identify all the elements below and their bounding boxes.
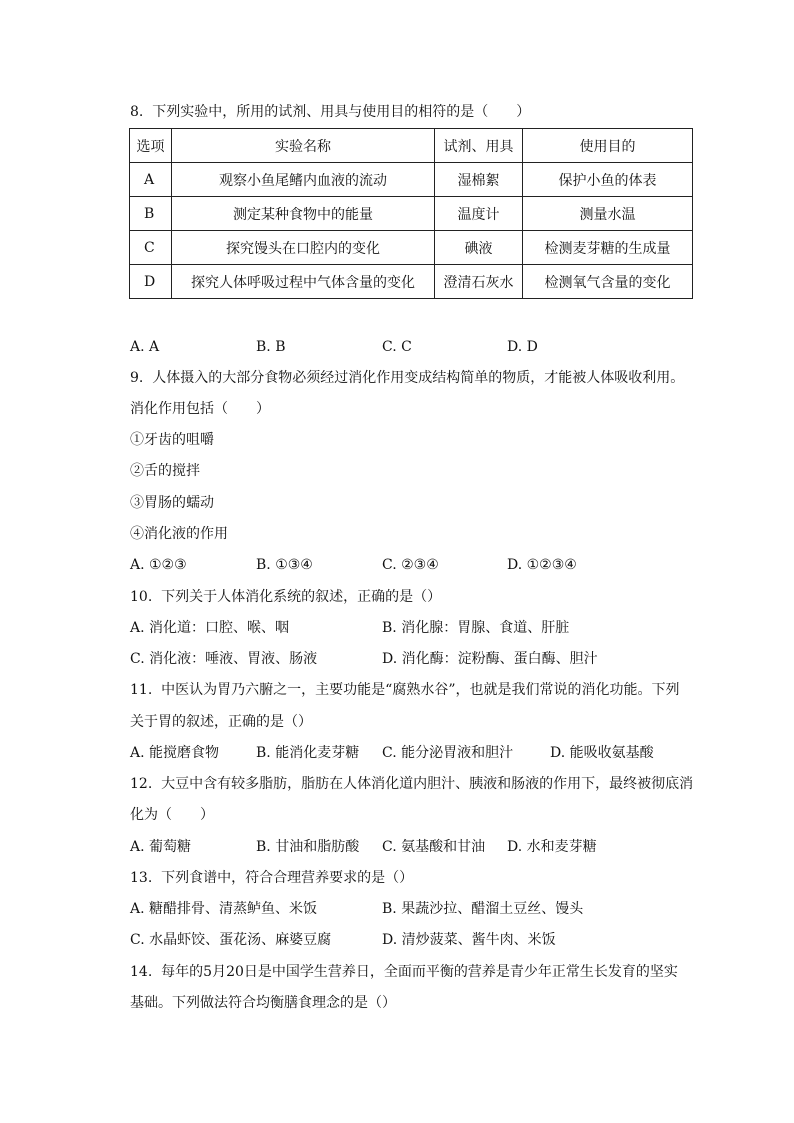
table-cell: 温度计 xyxy=(435,197,523,231)
table-cell: D xyxy=(130,265,172,299)
q13-options-row1 xyxy=(130,899,690,919)
option-a[interactable]: A. 糖醋排骨、清蒸鲈鱼、米饭 xyxy=(130,901,318,917)
q14-stem-line1: 14. 每年的5月20日是中国学生营养日，全面而平衡的营养是青少年正常生长发育的坚实 xyxy=(130,964,678,980)
q14-stem-line2: 基础。下列做法符合均衡膳食理念的是（） xyxy=(130,995,396,1011)
option-a[interactable]: A. 葡萄糖 xyxy=(130,839,192,855)
option-a[interactable]: A. 消化道：口腔、喉、咽 xyxy=(130,620,290,636)
option-d[interactable]: D. ①②③④ xyxy=(507,557,577,573)
q9-options xyxy=(130,555,690,575)
option-d[interactable]: D. 清炒菠菜、酱牛肉、米饭 xyxy=(382,932,556,948)
option-b[interactable]: B. 甘油和脂肪酸 xyxy=(256,839,360,855)
table-cell: 观察小鱼尾鳍内血液的流动 xyxy=(172,163,435,197)
table-header-cell: 使用目的 xyxy=(523,129,693,163)
q10-options-row2 xyxy=(130,649,690,669)
q8-stem: 8. 下列实验中，所用的试剂、用具与使用目的相符的是（ ） xyxy=(130,104,531,120)
option-d[interactable]: D. 能吸收氨基酸 xyxy=(550,745,654,761)
q11-stem-line2: 关于胃的叙述，正确的是（） xyxy=(130,714,312,730)
option-b[interactable]: B. 消化腺：胃腺、食道、肝脏 xyxy=(382,620,570,636)
option-b[interactable]: B. 能消化麦芽糖 xyxy=(256,745,360,761)
option-a[interactable]: A. 能搅磨食物 xyxy=(130,745,220,761)
option-c[interactable]: C. C xyxy=(382,339,412,355)
table-header-cell: 选项 xyxy=(130,129,172,163)
table-header-cell: 试剂、用具 xyxy=(435,129,523,163)
q10-stem: 10. 下列关于人体消化系统的叙述，正确的是（） xyxy=(130,589,442,605)
table-row xyxy=(130,197,693,231)
q12-options xyxy=(130,837,690,857)
option-d[interactable]: D. 水和麦芽糖 xyxy=(507,839,597,855)
table-cell: 探究馒头在口腔内的变化 xyxy=(172,231,435,265)
table-cell: B xyxy=(130,197,172,231)
table-cell: 检测麦芽糖的生成量 xyxy=(523,231,693,265)
option-c[interactable]: C. 消化液：唾液、胃液、肠液 xyxy=(130,651,318,667)
table-cell: 碘液 xyxy=(435,231,523,265)
option-c[interactable]: C. ②③④ xyxy=(382,557,439,573)
table-cell: C xyxy=(130,231,172,265)
q10-options-row1 xyxy=(130,618,690,638)
table-header-cell: 实验名称 xyxy=(172,129,435,163)
option-a[interactable]: A. ①②③ xyxy=(130,557,187,573)
table-cell: 检测氧气含量的变化 xyxy=(523,265,693,299)
q9-stem-line1: 9. 人体摄入的大部分食物必须经过消化作用变成结构简单的物质，才能被人体吸收利用。 xyxy=(130,370,685,386)
option-b[interactable]: B. ①③④ xyxy=(256,557,313,573)
q8-experiment-table xyxy=(129,128,693,299)
option-a[interactable]: A. A xyxy=(130,339,160,355)
table-cell: 探究人体呼吸过程中气体含量的变化 xyxy=(172,265,435,299)
table-cell: 湿棉絮 xyxy=(435,163,523,197)
q13-stem: 13. 下列食谱中，符合合理营养要求的是（） xyxy=(130,870,414,886)
q12-stem-line1: 12. 大豆中含有较多脂肪，脂肪在人体消化道内胆汁、胰液和肠液的作用下，最终被彻底消 xyxy=(130,776,694,792)
q9-item-1: ①牙齿的咀嚼 xyxy=(130,432,214,448)
q8-options xyxy=(130,337,690,357)
q9-item-4: ④消化液的作用 xyxy=(130,526,228,542)
table-header-row xyxy=(130,129,693,163)
q12-stem-line2: 化为（ ） xyxy=(130,807,214,823)
q9-stem-line2: 消化作用包括（ ） xyxy=(130,401,270,417)
table-cell: 保护小鱼的体表 xyxy=(523,163,693,197)
option-c[interactable]: C. 水晶虾饺、蛋花汤、麻婆豆腐 xyxy=(130,932,332,948)
table-cell: 测量水温 xyxy=(523,197,693,231)
option-c[interactable]: C. 能分泌胃液和胆汁 xyxy=(382,745,514,761)
option-b[interactable]: B. 果蔬沙拉、醋溜土豆丝、馒头 xyxy=(382,901,584,917)
table-row xyxy=(130,231,693,265)
q9-item-2: ②舌的搅拌 xyxy=(130,463,200,479)
q13-options-row2 xyxy=(130,930,690,950)
q11-stem-line1: 11. 中医认为胃乃六腑之一，主要功能是“腐熟水谷”，也就是我们常说的消化功能。下列 xyxy=(130,682,680,698)
q9-item-3: ③胃肠的蠕动 xyxy=(130,495,214,511)
option-c[interactable]: C. 氨基酸和甘油 xyxy=(382,839,486,855)
option-d[interactable]: D. 消化酶：淀粉酶、蛋白酶、胆汁 xyxy=(382,651,598,667)
table-cell: A xyxy=(130,163,172,197)
option-d[interactable]: D. D xyxy=(507,339,538,355)
table-cell: 测定某种食物中的能量 xyxy=(172,197,435,231)
table-row xyxy=(130,163,693,197)
table-cell: 澄清石灰水 xyxy=(435,265,523,299)
option-b[interactable]: B. B xyxy=(256,339,286,355)
q11-options xyxy=(130,743,690,763)
table-row xyxy=(130,265,693,299)
